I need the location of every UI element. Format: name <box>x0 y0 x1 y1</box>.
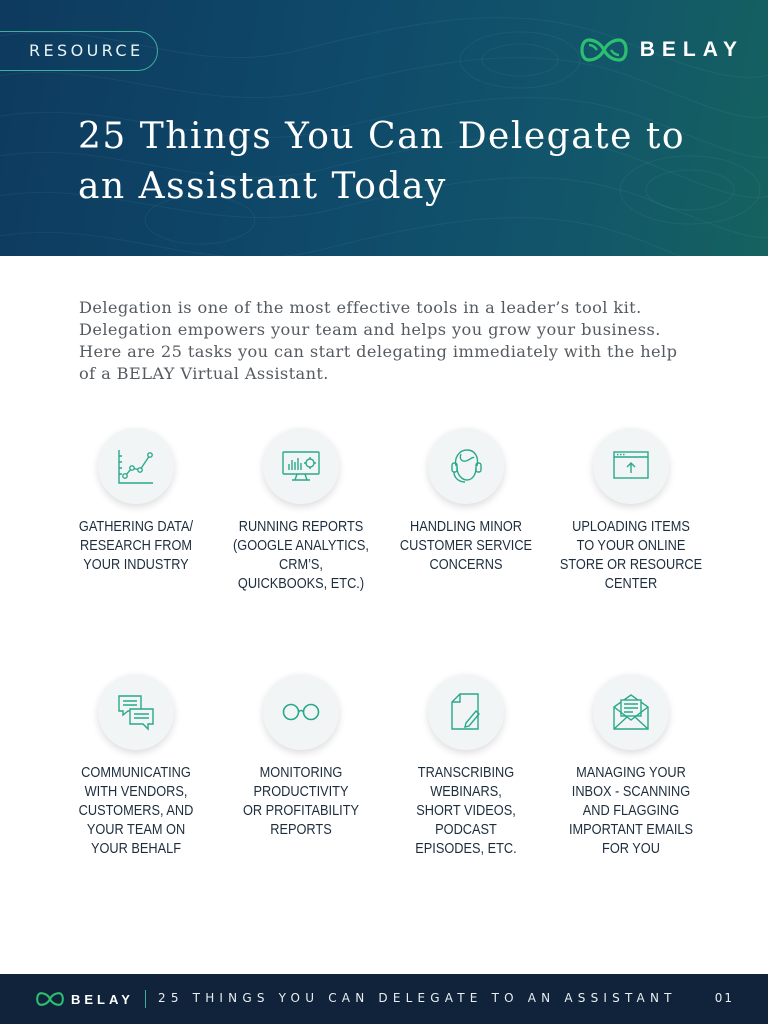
footer-brand: BELAY <box>71 991 134 1007</box>
envelope-icon <box>611 692 651 732</box>
infinity-logo-icon <box>580 36 628 64</box>
task-icon-circle <box>593 674 669 750</box>
headset-icon <box>446 446 486 486</box>
chat-bubbles-icon <box>116 692 156 732</box>
infinity-logo-icon <box>36 990 64 1008</box>
footer-logo <box>36 990 134 1008</box>
resource-tag <box>0 31 158 71</box>
task-label: RUNNING REPORTS (GOOGLE ANALYTICS, CRM’S, QUICKBOOKS, ETC.) <box>233 519 369 592</box>
footer-divider <box>145 990 146 1008</box>
task-label: COMMUNICATING WITH VENDORS, CUSTOMERS, AND YOUR TEAM ON YOUR BEHALF <box>78 765 194 857</box>
footer-bar <box>0 974 768 1024</box>
resource-tag-label: RESOURCE <box>29 41 144 60</box>
report-monitor-icon <box>281 446 321 486</box>
task-icon-circle <box>263 428 339 504</box>
task-icon-circle <box>428 674 504 750</box>
task-label: GATHERING DATA/ RESEARCH FROM YOUR INDUSTRY <box>78 519 194 573</box>
hero-banner <box>0 0 768 256</box>
task-label: TRANSCRIBING WEBINARS, SHORT VIDEOS, PODCAST EPISODES, ETC. <box>415 765 517 857</box>
task-label: UPLOADING ITEMS TO YOUR ONLINE STORE OR RESOURCE CENTER <box>559 519 703 592</box>
page-number: 01 <box>714 991 734 1005</box>
task-icon-circle <box>593 428 669 504</box>
task-icon-circle <box>428 428 504 504</box>
belay-logo <box>580 34 744 66</box>
glasses-icon <box>281 692 321 732</box>
footer-title: 25 THINGS YOU CAN DELEGATE TO AN ASSISTANT <box>158 991 677 1005</box>
document-pen-icon <box>446 692 486 732</box>
task-label: MONITORING PRODUCTIVITY OR PROFITABILITY REPORTS <box>242 765 360 838</box>
task-label: MANAGING YOUR INBOX - SCANNING AND FLAGGING IMPORTANT EMAILS FOR YOU <box>568 765 694 857</box>
task-icon-circle <box>263 674 339 750</box>
brand-wordmark: BELAY <box>639 38 744 61</box>
line-chart-icon <box>116 446 156 486</box>
page-title: 25 Things You Can Delegate to an Assistant Today <box>78 116 686 207</box>
intro-paragraph: Delegation is one of the most effective tools in a leader’s tool kit. Delegation empowers your team and helps you grow your business. Here are 25 tasks you can start delegating immediately with the help of a BELAY Virtual Assistant. <box>79 298 678 383</box>
upload-window-icon <box>611 446 651 486</box>
task-icon-circle <box>98 428 174 504</box>
task-icon-circle <box>98 674 174 750</box>
task-label: HANDLING MINOR CUSTOMER SERVICE CONCERNS <box>399 519 533 573</box>
